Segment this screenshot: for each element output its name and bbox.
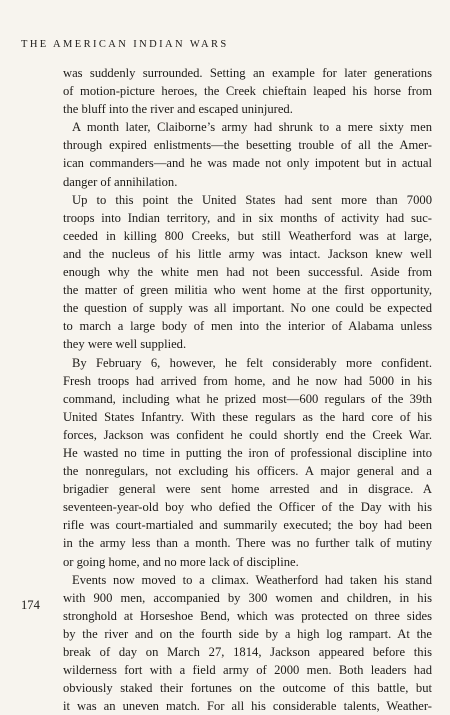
text-line: through expired enlistments—the besetting trouble of all the Amer- (63, 138, 432, 153)
paragraph (63, 571, 432, 715)
paragraph (63, 118, 432, 190)
text-line: forces, Jackson was confident he could shortly end the Creek War. (63, 427, 432, 442)
text-line: enough why the white men had not been successful. Aside from (63, 265, 432, 280)
page-number: 174 (21, 598, 40, 612)
text-line: rifle was court-martialed and summarily executed; the boy had been (63, 518, 432, 533)
text-line: obviously staked their fortunes on the outcome of this battle, but (63, 681, 432, 696)
text-line: it was an uneven match. For all his considerable talents, Weather- (63, 699, 432, 714)
text-line: with 900 men, accompanied by 300 women and children, in his (63, 590, 432, 605)
text-line: ceeded in killing 800 Creeks, but still Weatherford was at large, (63, 228, 432, 243)
text-line: He wasted no time in putting the iron of professional discipline into (63, 445, 432, 460)
text-line: Up to this point the United States had sent more than 7000 (72, 192, 432, 207)
text-line: break of day on March 27, 1814, Jackson appeared before this (63, 645, 432, 659)
text-line: seventeen-year-old boy who defied the Officer of the Day with his (63, 500, 432, 515)
text-line: troops into Indian territory, and in six months of activity had suc- (63, 210, 432, 225)
running-head: THE AMERICAN INDIAN WARS (21, 39, 229, 50)
text-line: to march a large body of men into the interior of Alabama unless (63, 319, 432, 334)
text-line: United States Infantry. With these regulars as the hard core of his (63, 409, 432, 424)
text-line: Fresh troops had arrived from home, and he now had 5000 in his (63, 373, 432, 388)
text-line: By February 6, however, he felt considerably more confident. (72, 355, 432, 370)
text-line: stronghold at Horseshoe Bend, which was protected on three sides (63, 608, 432, 623)
text-line: the bluff into the river and escaped uninjured. (63, 102, 293, 117)
text-line: A month later, Claiborne’s army had shrunk to a mere sixty men (72, 120, 432, 135)
text-line: the matter of green militia who went home at the first opportunity, (63, 283, 432, 298)
text-line: by the river and on the fourth side by a high log rampart. At the (63, 626, 432, 641)
text-line: wilderness fort with a field army of 2000 men. Both leaders had (63, 663, 432, 678)
text-line: the nonregulars, not excluding his officers. A major general and a (63, 464, 432, 479)
text-line: in the army less than a month. There was no further talk of mutiny (63, 536, 432, 551)
text-line: and the nucleus of his little army was intact. Jackson knew well (63, 246, 432, 261)
text-line: command, including what he prized most—600 regulars of the 39th (63, 391, 432, 406)
body-text (63, 64, 432, 715)
text-line: or going home, and no more lack of discipline. (63, 554, 299, 569)
text-line: brigadier general were sent home arrested and in disgrace. A (63, 482, 432, 497)
text-line: the question of supply was all important. No one could be expected (63, 301, 432, 316)
paragraph (63, 191, 432, 354)
text-line: Events now moved to a climax. Weatherford had taken his stand (72, 572, 432, 587)
text-line: ican commanders—and he was made not only impotent but in actual (63, 156, 432, 171)
paragraph (63, 354, 432, 571)
text-line: danger of annihilation. (63, 174, 178, 189)
text-line: was suddenly surrounded. Setting an example for later generations (63, 66, 432, 80)
text-line: of motion-picture heroes, the Creek chieftain leaped his horse from (63, 84, 432, 99)
text-line: they were well supplied. (63, 337, 187, 352)
paragraph (63, 64, 432, 118)
